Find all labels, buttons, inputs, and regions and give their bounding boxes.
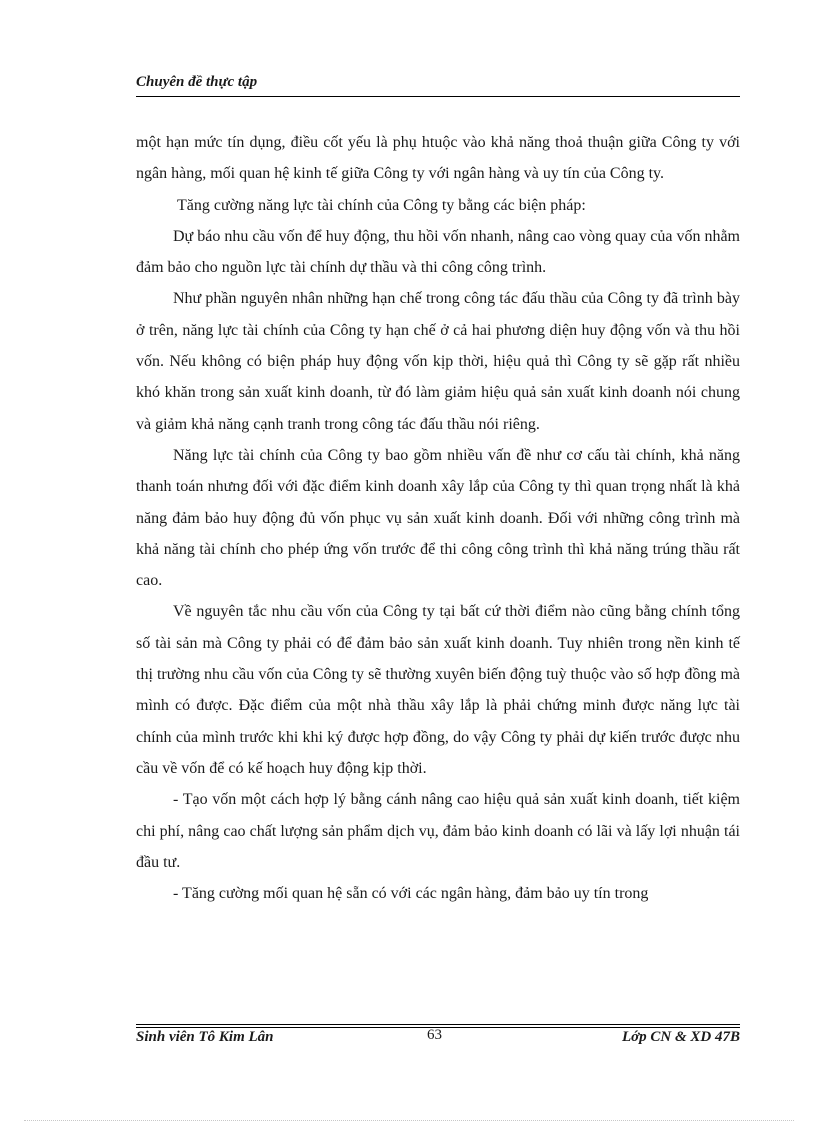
page-edge bbox=[24, 1120, 794, 1121]
paragraph-5: Năng lực tài chính của Công ty bao gồm nhiều vấn đề như cơ cấu tài chính, khả năng thanh toán nhưng đối với đặc điểm kinh doanh xây lắp của Công ty thì quan trọng nhất là khả năng đảm bảo huy động đủ vốn phục vụ sản xuất kinh doanh. Đối với những công trình mà khả năng tài chính cho phép ứng vốn trước để thi công công trình thì khả năng trúng thầu rất cao. bbox=[136, 446, 740, 590]
page-number: 63 bbox=[427, 1027, 442, 1043]
body-text bbox=[136, 127, 740, 909]
paragraph-6: Về nguyên tắc nhu cầu vốn của Công ty tại bất cứ thời điểm nào cũng bằng chính tổng số tài sản mà Công ty phải có để đảm bảo sản xuất kinh doanh. Tuy nhiên trong nền kinh tế thị trường nhu cầu vốn của Công ty sẽ thường xuyên biến động tuỳ thuộc vào số hợp đồng mà mình có được. Đặc điểm của một nhà thầu xây lắp là phải chứng minh được năng lực tài chính của mình trước khi khi ký được hợp đồng, do vậy Công ty phải dự kiến trước được nhu cầu về vốn để có kế hoạch huy động kịp thời. bbox=[136, 603, 740, 777]
footer-divider bbox=[136, 1024, 740, 1025]
header-title: Chuyên đề thực tập bbox=[136, 74, 258, 90]
header-divider bbox=[136, 96, 740, 97]
paragraph-7: - Tạo vốn một cách hợp lý bằng cánh nâng cao hiệu quả sản xuất kinh doanh, tiết kiệm chi phí, nâng cao chất lượng sản phẩm dịch vụ, đảm bảo kinh doanh có lãi và lấy lợi nhuận tái đầu tư. bbox=[136, 791, 740, 871]
footer-class: Lớp CN & XD 47B bbox=[621, 1029, 740, 1045]
paragraph-2: Tăng cường năng lực tài chính của Công ty bằng các biện pháp: bbox=[177, 196, 586, 214]
paragraph-3: Dự báo nhu cầu vốn để huy động, thu hồi vốn nhanh, nâng cao vòng quay của vốn nhằm đảm bảo cho nguồn lực tài chính dự thầu và thi công công trình. bbox=[136, 227, 740, 277]
paragraph-4: Như phần nguyên nhân những hạn chế trong công tác đấu thầu của Công ty đã trình bày ở trên, năng lực tài chính của Công ty hạn chế ở cả hai phương diện huy động vốn và thu hồi vốn. Nếu không có biện pháp huy động vốn kịp thời, hiệu quả thì Công ty sẽ gặp rất nhiều khó khăn trong sản xuất kinh doanh, từ đó làm giảm hiệu quả sản xuất kinh doanh nói chung và giảm khả năng cạnh tranh trong công tác đấu thầu nói riêng. bbox=[136, 290, 740, 433]
paragraph-1: một hạn mức tín dụng, điều cốt yếu là phụ htuộc vào khả năng thoả thuận giữa Công ty với ngân hàng, mối quan hệ kinh tế giữa Công ty với ngân hàng và uy tín của Công ty. bbox=[136, 134, 740, 183]
footer-author: Sinh viên Tô Kim Lân bbox=[136, 1029, 274, 1045]
paragraph-8: - Tăng cường mối quan hệ sẵn có với các ngân hàng, đảm bảo uy tín trong bbox=[173, 885, 649, 903]
